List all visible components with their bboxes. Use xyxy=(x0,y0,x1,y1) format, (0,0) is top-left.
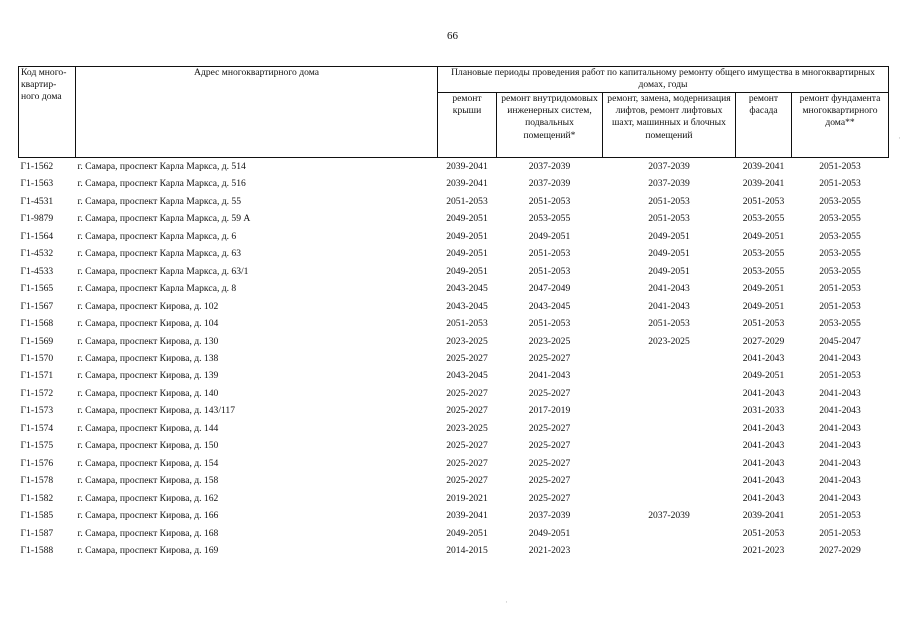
row-facade: 2051-2053 xyxy=(742,527,785,539)
row-code: Г1-1573 xyxy=(20,405,54,417)
row-foundation: 2041-2043 xyxy=(819,457,861,469)
row-code: Г1-1562 xyxy=(20,161,54,172)
row-facade: 2039-2041 xyxy=(742,178,785,190)
table-row xyxy=(19,490,889,507)
row-facade: 2049-2051 xyxy=(742,283,785,295)
table-row xyxy=(19,455,889,472)
row-address: г. Самара, проспект Кирова, д. 144 xyxy=(77,422,219,434)
row-foundation: 2041-2043 xyxy=(819,405,861,417)
row-engineering: 2047-2049 xyxy=(528,283,571,295)
row-engineering: 2025-2027 xyxy=(528,387,571,399)
row-engineering: 2051-2053 xyxy=(528,318,571,330)
table-row xyxy=(19,420,889,437)
row-roof: 2039-2041 xyxy=(446,161,488,172)
row-elevators: 2023-2025 xyxy=(648,335,690,347)
table-row xyxy=(19,315,889,332)
header-address: Адрес многоквартирного дома xyxy=(76,67,438,158)
row-roof: 2049-2051 xyxy=(446,248,488,260)
row-roof: 2051-2053 xyxy=(446,195,488,207)
row-facade: 2041-2043 xyxy=(742,475,785,487)
row-foundation: 2041-2043 xyxy=(819,352,861,364)
row-foundation: 2053-2055 xyxy=(819,213,861,225)
row-elevators xyxy=(603,402,736,419)
row-roof: 2049-2051 xyxy=(446,265,488,277)
row-code: Г1-1576 xyxy=(20,457,54,469)
row-engineering: 2043-2045 xyxy=(528,300,571,312)
row-engineering: 2025-2027 xyxy=(528,422,571,434)
row-foundation: 2051-2053 xyxy=(819,510,861,522)
row-facade: 2041-2043 xyxy=(742,422,785,434)
row-elevators: 2051-2053 xyxy=(648,213,690,225)
header-engineering: ремонт внутридомовых инженерных систем, подвальных помещений* xyxy=(497,93,603,158)
row-engineering: 2049-2051 xyxy=(528,230,571,242)
row-engineering: 2025-2027 xyxy=(528,457,571,469)
row-foundation: 2051-2053 xyxy=(819,300,861,312)
row-address: г. Самара, проспект Карла Маркса, д. 63/1 xyxy=(77,265,249,277)
row-foundation: 2051-2053 xyxy=(819,527,861,539)
table-row xyxy=(19,367,889,384)
row-elevators: 2041-2043 xyxy=(648,283,690,295)
row-roof: 2023-2025 xyxy=(446,335,488,347)
row-address: г. Самара, проспект Кирова, д. 169 xyxy=(77,544,219,556)
row-roof: 2039-2041 xyxy=(446,510,488,522)
row-engineering: 2017-2019 xyxy=(528,405,571,417)
row-foundation: 2051-2053 xyxy=(819,283,861,295)
row-code: Г1-1582 xyxy=(20,492,54,504)
row-engineering: 2025-2027 xyxy=(528,492,571,504)
table-row xyxy=(19,472,889,489)
row-elevators xyxy=(603,437,736,454)
row-code: Г1-1568 xyxy=(20,318,54,330)
row-code: Г1-1572 xyxy=(20,387,54,399)
row-address: г. Самара, проспект Кирова, д. 143/117 xyxy=(77,405,236,417)
row-facade: 2031-2033 xyxy=(742,405,785,417)
header-code: Код много-квартир-ного дома xyxy=(19,67,76,158)
row-address: г. Самара, проспект Кирова, д. 150 xyxy=(77,440,219,452)
row-code: Г1-1575 xyxy=(20,440,54,452)
row-elevators xyxy=(603,385,736,402)
header-facade: ремонт фасада xyxy=(736,93,792,158)
row-roof: 2049-2051 xyxy=(446,213,488,225)
row-roof: 2019-2021 xyxy=(446,492,488,504)
row-elevators: 2037-2039 xyxy=(648,510,690,522)
row-elevators: 2037-2039 xyxy=(648,178,690,190)
row-address: г. Самара, проспект Карла Маркса, д. 55 xyxy=(77,195,242,207)
page-number: 66 xyxy=(447,30,458,42)
row-engineering: 2051-2053 xyxy=(528,265,571,277)
table-row xyxy=(19,507,889,524)
header-roof: ремонт крыши xyxy=(438,93,497,158)
row-roof: 2049-2051 xyxy=(446,527,488,539)
row-engineering: 2037-2039 xyxy=(528,161,571,172)
row-roof: 2025-2027 xyxy=(446,387,488,399)
row-address: г. Самара, проспект Карла Маркса, д. 59 А xyxy=(77,213,251,225)
table-header xyxy=(19,67,889,158)
row-facade: 2039-2041 xyxy=(742,161,785,172)
row-address: г. Самара, проспект Кирова, д. 140 xyxy=(77,387,219,399)
row-engineering: 2025-2027 xyxy=(528,440,571,452)
scan-speck: · xyxy=(505,598,508,608)
row-engineering: 2025-2027 xyxy=(528,352,571,364)
row-address: г. Самара, проспект Карла Маркса, д. 514 xyxy=(77,161,246,172)
row-code: Г1-1570 xyxy=(20,352,54,364)
row-elevators xyxy=(603,420,736,437)
row-elevators xyxy=(603,525,736,542)
table-body xyxy=(19,158,889,560)
row-address: г. Самара, проспект Кирова, д. 154 xyxy=(77,457,219,469)
row-code: Г1-1588 xyxy=(20,544,54,556)
row-foundation: 2041-2043 xyxy=(819,475,861,487)
header-elevators: ремонт, замена, модернизация лифтов, ремонт лифтовых шахт, машинных и блочных помещений xyxy=(603,93,736,158)
row-foundation: 2051-2053 xyxy=(819,370,861,382)
row-address: г. Самара, проспект Кирова, д. 168 xyxy=(77,527,219,539)
row-engineering: 2021-2023 xyxy=(528,544,571,556)
row-address: г. Самара, проспект Кирова, д. 139 xyxy=(77,370,219,382)
row-facade: 2051-2053 xyxy=(742,318,785,330)
row-foundation: 2041-2043 xyxy=(819,492,861,504)
row-elevators: 2041-2043 xyxy=(648,300,690,312)
row-roof: 2049-2051 xyxy=(446,230,488,242)
row-engineering: 2051-2053 xyxy=(528,195,571,207)
row-address: г. Самара, проспект Кирова, д. 158 xyxy=(77,475,219,487)
row-facade: 2027-2029 xyxy=(742,335,785,347)
row-code: Г1-1571 xyxy=(20,370,54,382)
row-elevators xyxy=(603,455,736,472)
row-elevators: 2037-2039 xyxy=(648,161,690,172)
row-roof: 2014-2015 xyxy=(446,544,488,556)
row-facade: 2053-2055 xyxy=(742,213,785,225)
row-code: Г1-1565 xyxy=(20,283,54,295)
row-address: г. Самара, проспект Кирова, д. 130 xyxy=(77,335,219,347)
row-roof: 2025-2027 xyxy=(446,475,488,487)
table-row xyxy=(19,333,889,350)
row-engineering: 2051-2053 xyxy=(528,248,571,260)
row-roof: 2025-2027 xyxy=(446,352,488,364)
row-code: Г1-1569 xyxy=(20,335,54,347)
row-elevators xyxy=(603,472,736,489)
row-roof: 2043-2045 xyxy=(446,370,488,382)
row-facade: 2041-2043 xyxy=(742,457,785,469)
row-address: г. Самара, проспект Кирова, д. 162 xyxy=(77,492,219,504)
row-foundation: 2041-2043 xyxy=(819,422,861,434)
row-elevators: 2051-2053 xyxy=(648,318,690,330)
table-row xyxy=(19,193,889,210)
row-code: Г1-4533 xyxy=(20,265,54,277)
row-code: Г1-4531 xyxy=(20,195,54,207)
row-foundation: 2053-2055 xyxy=(819,265,861,277)
row-foundation: 2045-2047 xyxy=(819,335,861,347)
row-engineering: 2023-2025 xyxy=(528,335,571,347)
row-foundation: 2041-2043 xyxy=(819,387,861,399)
row-facade: 2053-2055 xyxy=(742,265,785,277)
row-code: Г1-1574 xyxy=(20,422,54,434)
table-row xyxy=(19,402,889,419)
row-code: Г1-1585 xyxy=(20,510,54,522)
row-facade: 2039-2041 xyxy=(742,510,785,522)
row-roof: 2039-2041 xyxy=(446,178,488,190)
row-code: Г1-4532 xyxy=(20,248,54,260)
header-foundation: ремонт фундамента многоквартирного дома** xyxy=(792,93,889,158)
row-facade: 2049-2051 xyxy=(742,300,785,312)
row-foundation: 2053-2055 xyxy=(819,195,861,207)
row-foundation: 2041-2043 xyxy=(819,440,861,452)
repair-schedule-table xyxy=(18,66,889,559)
row-elevators xyxy=(603,490,736,507)
row-code: Г1-1564 xyxy=(20,230,54,242)
row-address: г. Самара, проспект Кирова, д. 102 xyxy=(77,300,219,312)
row-engineering: 2041-2043 xyxy=(528,370,571,382)
row-facade: 2053-2055 xyxy=(742,248,785,260)
row-code: Г1-1563 xyxy=(20,178,54,190)
row-roof: 2043-2045 xyxy=(446,283,488,295)
row-facade: 2049-2051 xyxy=(742,370,785,382)
row-address: г. Самара, проспект Кирова, д. 104 xyxy=(77,318,219,330)
table-row xyxy=(19,263,889,280)
row-foundation: 2053-2055 xyxy=(819,230,861,242)
row-elevators: 2049-2051 xyxy=(648,230,690,242)
row-engineering: 2037-2039 xyxy=(528,178,571,190)
row-elevators xyxy=(603,367,736,384)
row-address: г. Самара, проспект Кирова, д. 166 xyxy=(77,510,219,522)
table-row xyxy=(19,385,889,402)
row-roof: 2051-2053 xyxy=(446,318,488,330)
row-elevators: 2049-2051 xyxy=(648,265,690,277)
table-row xyxy=(19,298,889,315)
row-facade: 2041-2043 xyxy=(742,440,785,452)
row-roof: 2025-2027 xyxy=(446,440,488,452)
row-code: Г1-1587 xyxy=(20,527,54,539)
table-row xyxy=(19,175,889,192)
row-engineering: 2037-2039 xyxy=(528,510,571,522)
row-foundation: 2027-2029 xyxy=(819,544,861,556)
row-address: г. Самара, проспект Карла Маркса, д. 6 xyxy=(77,230,237,242)
row-facade: 2041-2043 xyxy=(742,352,785,364)
row-foundation: 2053-2055 xyxy=(819,248,861,260)
table-row xyxy=(19,437,889,454)
row-engineering: 2025-2027 xyxy=(528,475,571,487)
row-elevators: 2051-2053 xyxy=(648,195,690,207)
row-roof: 2023-2025 xyxy=(446,422,488,434)
row-foundation: 2051-2053 xyxy=(819,161,861,172)
row-code: Г1-1578 xyxy=(20,475,54,487)
table-row xyxy=(19,228,889,245)
table-row xyxy=(19,158,889,176)
row-roof: 2025-2027 xyxy=(446,457,488,469)
table-row xyxy=(19,210,889,227)
row-address: г. Самара, проспект Карла Маркса, д. 63 xyxy=(77,248,242,260)
row-facade: 2041-2043 xyxy=(742,492,785,504)
table-row xyxy=(19,542,889,559)
row-foundation: 2051-2053 xyxy=(819,178,861,190)
row-facade: 2049-2051 xyxy=(742,230,785,242)
row-code: Г1-1567 xyxy=(20,300,54,312)
row-facade: 2021-2023 xyxy=(742,544,785,556)
row-elevators xyxy=(603,350,736,367)
table-row xyxy=(19,245,889,262)
row-roof: 2025-2027 xyxy=(446,405,488,417)
row-foundation: 2053-2055 xyxy=(819,318,861,330)
row-address: г. Самара, проспект Карла Маркса, д. 8 xyxy=(77,283,237,295)
row-engineering: 2053-2055 xyxy=(528,213,571,225)
row-elevators xyxy=(603,542,736,559)
row-address: г. Самара, проспект Кирова, д. 138 xyxy=(77,352,219,364)
row-facade: 2051-2053 xyxy=(742,195,785,207)
table-row xyxy=(19,350,889,367)
row-elevators: 2049-2051 xyxy=(648,248,690,260)
header-periods: Плановые периоды проведения работ по капитальному ремонту общего имущества в многоквартирных домах, годы xyxy=(438,67,889,93)
table-row xyxy=(19,280,889,297)
table-row xyxy=(19,525,889,542)
row-engineering: 2049-2051 xyxy=(528,527,571,539)
row-code: Г1-9879 xyxy=(20,213,54,225)
scan-speck: · xyxy=(898,134,901,144)
row-address: г. Самара, проспект Карла Маркса, д. 516 xyxy=(77,178,246,190)
row-facade: 2041-2043 xyxy=(742,387,785,399)
row-roof: 2043-2045 xyxy=(446,300,488,312)
